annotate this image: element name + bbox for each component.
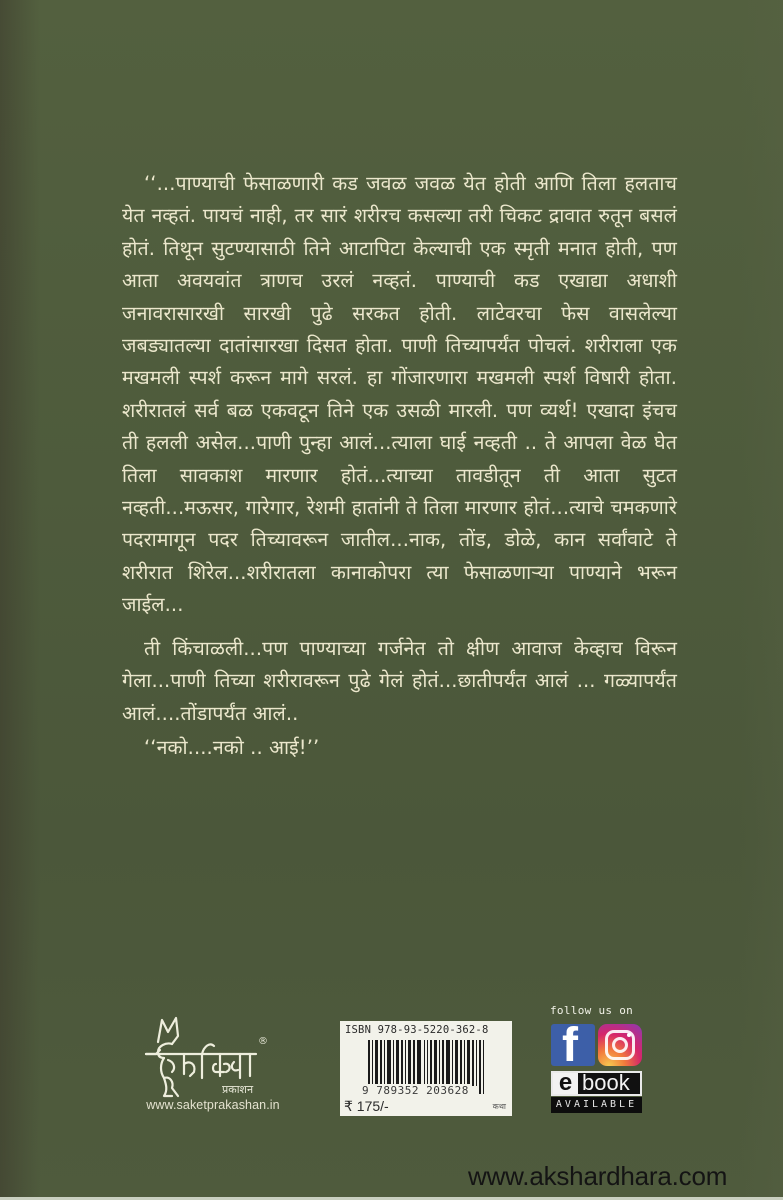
publisher-logo (138, 1012, 288, 1104)
ebook-e-icon: e (553, 1073, 578, 1094)
instagram-icon[interactable] (598, 1024, 642, 1066)
barcode-digits: 9 789352 203628 (362, 1084, 469, 1097)
blurb-paragraph-2: ती किंचाळली...पण पाण्याच्या गर्जनेत तो क्षीण आवाज केव्हाच विरून गेला...पाणी तिच्या शरीरावरून पुढे गेलं होतं...छातीपर्यंत आलं ... गळ्यापर्यंत आलं....तोंडापर्यंत आलं.. (122, 636, 677, 725)
publisher-website[interactable]: www.saketprakashan.in (146, 1098, 280, 1112)
blurb-paragraph-3: ‘‘नको....नको .. आई!’’ (144, 735, 320, 759)
facebook-glyph: f (562, 1024, 578, 1066)
ebook-available-label: AVAILABLE (551, 1097, 642, 1113)
isbn-barcode-label (340, 1021, 512, 1116)
category-label: कथा (492, 1102, 506, 1111)
price-label: ₹ 175/- (344, 1098, 389, 1114)
ebook-word: book (582, 1070, 630, 1095)
instagram-lens (612, 1037, 628, 1053)
facebook-icon[interactable] (551, 1024, 595, 1066)
registered-mark: ® (258, 1036, 268, 1047)
follow-us-label: follow us on (550, 1004, 634, 1017)
isbn-number: ISBN 978-93-5220-362-8 (345, 1024, 489, 1036)
publisher-subtext: प्रकाशन (222, 1083, 254, 1096)
instagram-dot (627, 1033, 631, 1037)
blurb-paragraph-1: ‘‘...पाण्याची फेसाळणारी कड जवळ जवळ येत होती आणि तिला हलताच येत नव्हतं. पायचं नाही, तर सारं शरीरच कसल्या तरी चिकट द्रावात रुतून बसलं होतं. तिथून सुटण्यासाठी तिने आटापिटा केल्याची एक स्मृती मनात होती, पण आता अवयवांत त्राणच उरलं नव्हतं. पाण्याची कड एखाद्या अधाशी जनावरासारखी सारखी पुढे सरकत होती. लाटेवरचा फेस वासलेल्या जबड्यातल्या दातांसारखा दिसत होता. पाणी तिच्यापर्यंत पोचलं. शरीराला एक मखमली स्पर्श करून मागे सरलं. हा गोंजारणारा मखमली स्पर्श विषारी होता. शरीरातलं सर्व बळ एकवटून तिने एक उसळी मारली. पण व्यर्थ! एखादा इंचच ती हलली असेल...पाणी पुन्हा आलं...त्याला घाई नव्हती .. ते आपला वेळ घेत तिला सावकाश मारणार होतं...त्याच्या तावडीतून ती आता सुटत नव्हती...मऊसर, गारेगार, रेशमी हातांनी ते तिला मारणार होतं...त्याचे चमकणारे पदरामागून पदर तिच्यावरून जातील...नाक, तोंड, डोळे, कान सर्वांवाटे ते शरीरात शिरेल...शरीरातला कानाकोपरा त्या फेसाळणाऱ्या पाण्याने भरून जाईल... (122, 172, 677, 617)
watermark-url: www.akshardhara.com (468, 1161, 728, 1191)
blurb-text (122, 168, 677, 764)
ebook-badge[interactable] (551, 1071, 642, 1096)
rabbit-icon (138, 1012, 288, 1104)
